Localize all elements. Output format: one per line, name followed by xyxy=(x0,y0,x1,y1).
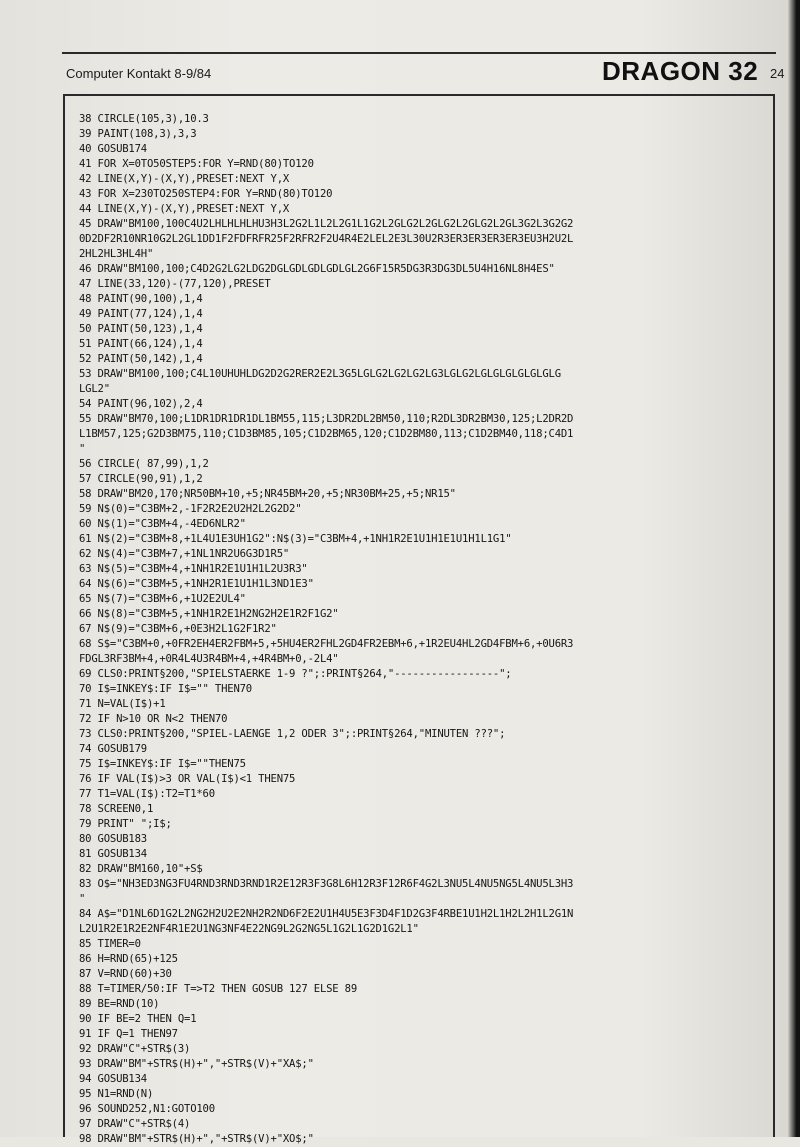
code-line: 94 GOSUB134 xyxy=(79,1073,147,1085)
code-line: 98 DRAW"BM"+STR$(H)+","+STR$(V)+"XO$;" xyxy=(79,1133,314,1145)
code-line: 40 GOSUB174 xyxy=(79,143,147,155)
code-line: 77 T1=VAL(I$):T2=T1*60 xyxy=(79,788,215,800)
code-line: 87 V=RND(60)+30 xyxy=(79,968,172,980)
basic-program-listing xyxy=(79,112,769,1147)
code-line: 55 DRAW"BM70,100;L1DR1DR1DR1DL1BM55,115;L3DR2DL2BM50,110;R2DL3DR2BM30,125;L2DR2D xyxy=(79,413,574,425)
code-line: 63 N$(5)="C3BM+4,+1NH1R2E1U1H1L2U3R3" xyxy=(79,563,308,575)
code-line: 83 O$="NH3ED3NG3FU4RND3RND3RND1R2E12R3F3G8L6H12R3F12R6F4G2L3NU5L4NU5NG5L4NU5L3H3 xyxy=(79,878,574,890)
code-line: 60 N$(1)="C3BM+4,-4ED6NLR2" xyxy=(79,518,246,530)
code-line: 90 IF BE=2 THEN Q=1 xyxy=(79,1013,197,1025)
code-line: 2HL2HL3HL4H" xyxy=(79,248,154,260)
code-line: 69 CLS0:PRINT§200,"SPIELSTAERKE 1-9 ?";:PRINT§264,"-----------------"; xyxy=(79,668,512,680)
page-header xyxy=(62,56,792,88)
code-line: 61 N$(2)="C3BM+8,+1L4U1E3UH1G2":N$(3)="C3BM+4,+1NH1R2E1U1H1E1U1H1L1G1" xyxy=(79,533,512,545)
code-line: 47 LINE(33,120)-(77,120),PRESET xyxy=(79,278,271,290)
code-line: 72 IF N>10 OR N<2 THEN70 xyxy=(79,713,228,725)
code-line: 88 T=TIMER/50:IF T=>T2 THEN GOSUB 127 ELSE 89 xyxy=(79,983,358,995)
code-line: 59 N$(0)="C3BM+2,-1F2R2E2U2H2L2G2D2" xyxy=(79,503,302,515)
code-line: 58 DRAW"BM20,170;NR50BM+10,+5;NR45BM+20,+5;NR30BM+25,+5;NR15" xyxy=(79,488,456,500)
code-line: 65 N$(7)="C3BM+6,+1U2E2UL4" xyxy=(79,593,246,605)
code-line: 91 IF Q=1 THEN97 xyxy=(79,1028,178,1040)
code-line: 97 DRAW"C"+STR$(4) xyxy=(79,1118,191,1130)
code-line: L1BM57,125;G2D3BM75,110;C1D3BM85,105;C1D2BM65,120;C1D2BM80,113;C1D2BM40,118;C4D1 xyxy=(79,428,574,440)
code-line: 92 DRAW"C"+STR$(3) xyxy=(79,1043,191,1055)
code-line: " xyxy=(79,893,86,905)
code-line: 45 DRAW"BM100,100C4U2LHLHLHLHU3H3L2G2L1L2L2G1L1G2L2GLG2L2GLG2L2GLG2L2GL3G2L3G2G2 xyxy=(79,218,574,230)
code-line: 89 BE=RND(10) xyxy=(79,998,160,1010)
code-line: 68 S$="C3BM+0,+0FR2EH4ER2FBM+5,+5HU4ER2FHL2GD4FR2EBM+6,+1R2EU4HL2GD4FBM+6,+0U6R3 xyxy=(79,638,574,650)
code-line: 64 N$(6)="C3BM+5,+1NH2R1E1U1H1L3ND1E3" xyxy=(79,578,314,590)
code-line: 48 PAINT(90,100),1,4 xyxy=(79,293,203,305)
code-line: 57 CIRCLE(90,91),1,2 xyxy=(79,473,203,485)
machine-title: DRAGON 32 xyxy=(602,56,759,86)
code-line: 62 N$(4)="C3BM+7,+1NL1NR2U6G3D1R5" xyxy=(79,548,290,560)
code-line: 66 N$(8)="C3BM+5,+1NH1R2E1H2NG2H2E1R2F1G2" xyxy=(79,608,339,620)
code-line: 44 LINE(X,Y)-(X,Y),PRESET:NEXT Y,X xyxy=(79,203,290,215)
code-line: 95 N1=RND(N) xyxy=(79,1088,154,1100)
code-line: 82 DRAW"BM160,10"+S$ xyxy=(79,863,203,875)
code-line: 39 PAINT(108,3),3,3 xyxy=(79,128,197,140)
code-line: 56 CIRCLE( 87,99),1,2 xyxy=(79,458,209,470)
code-line: 85 TIMER=0 xyxy=(79,938,141,950)
code-line: 42 LINE(X,Y)-(X,Y),PRESET:NEXT Y,X xyxy=(79,173,290,185)
code-line: 75 I$=INKEY$:IF I$=""THEN75 xyxy=(79,758,246,770)
code-line: 54 PAINT(96,102),2,4 xyxy=(79,398,203,410)
code-line: 49 PAINT(77,124),1,4 xyxy=(79,308,203,320)
code-line: 93 DRAW"BM"+STR$(H)+","+STR$(V)+"XA$;" xyxy=(79,1058,314,1070)
code-line: L2U1R2E1R2E2NF4R1E2U1NG3NF4E22NG9L2G2NG5L1G2L1G2D1G2L1" xyxy=(79,923,419,935)
code-line: 81 GOSUB134 xyxy=(79,848,147,860)
page-number: 24 xyxy=(770,66,785,81)
code-line: 71 N=VAL(I$)+1 xyxy=(79,698,166,710)
code-line: 51 PAINT(66,124),1,4 xyxy=(79,338,203,350)
code-line: 74 GOSUB179 xyxy=(79,743,147,755)
code-line: 67 N$(9)="C3BM+6,+0E3H2L1G2F1R2" xyxy=(79,623,277,635)
code-line: 84 A$="D1NL6D1G2L2NG2H2U2E2NH2R2ND6F2E2U1H4U5E3F3D4F1D2G3F4RBE1U1H2L1H2L2H1L2G1N xyxy=(79,908,574,920)
code-line: 86 H=RND(65)+125 xyxy=(79,953,178,965)
code-line: 50 PAINT(50,123),1,4 xyxy=(79,323,203,335)
code-line: 73 CLS0:PRINT§200,"SPIEL-LAENGE 1,2 ODER 3";:PRINT§264,"MINUTEN ???"; xyxy=(79,728,506,740)
code-line: 70 I$=INKEY$:IF I$="" THEN70 xyxy=(79,683,252,695)
code-line: 38 CIRCLE(105,3),10.3 xyxy=(79,113,209,125)
code-line: 43 FOR X=230TO250STEP4:FOR Y=RND(80)TO120 xyxy=(79,188,333,200)
code-line: " xyxy=(79,443,86,455)
header-rule xyxy=(62,52,776,54)
code-line: LGL2" xyxy=(79,383,110,395)
code-line: 52 PAINT(50,142),1,4 xyxy=(79,353,203,365)
code-listing-box xyxy=(63,94,775,1145)
code-line: 80 GOSUB183 xyxy=(79,833,147,845)
code-line: 46 DRAW"BM100,100;C4D2G2LG2LDG2DGLGDLGDLGDLGL2G6F15R5DG3R3DG3DL5U4H16NL8H4ES" xyxy=(79,263,555,275)
code-line: 78 SCREEN0,1 xyxy=(79,803,154,815)
code-line: 53 DRAW"BM100,100;C4L10UHUHLDG2D2G2RER2E2L3G5LGLG2LG2LG2LG3LGLG2LGLGLGLGLGLGLG xyxy=(79,368,561,380)
code-line: 79 PRINT" ";I$; xyxy=(79,818,172,830)
code-line: 41 FOR X=0TO50STEP5:FOR Y=RND(80)TO120 xyxy=(79,158,314,170)
publication-title: Computer Kontakt 8-9/84 xyxy=(66,66,212,81)
code-line: FDGL3RF3BM+4,+0R4L4U3R4BM+4,+4R4BM+0,-2L4" xyxy=(79,653,339,665)
code-line: 0D2DF2R10NR10G2L2GL1DD1F2FDFRFR25F2RFR2F2U4R4E2LEL2E3L30U2R3ER3ER3ER3ER3EU3H2U2L xyxy=(79,233,574,245)
code-line: 96 SOUND252,N1:GOTO100 xyxy=(79,1103,215,1115)
code-line: 76 IF VAL(I$)>3 OR VAL(I$)<1 THEN75 xyxy=(79,773,296,785)
page-edge-shadow xyxy=(788,0,800,1137)
